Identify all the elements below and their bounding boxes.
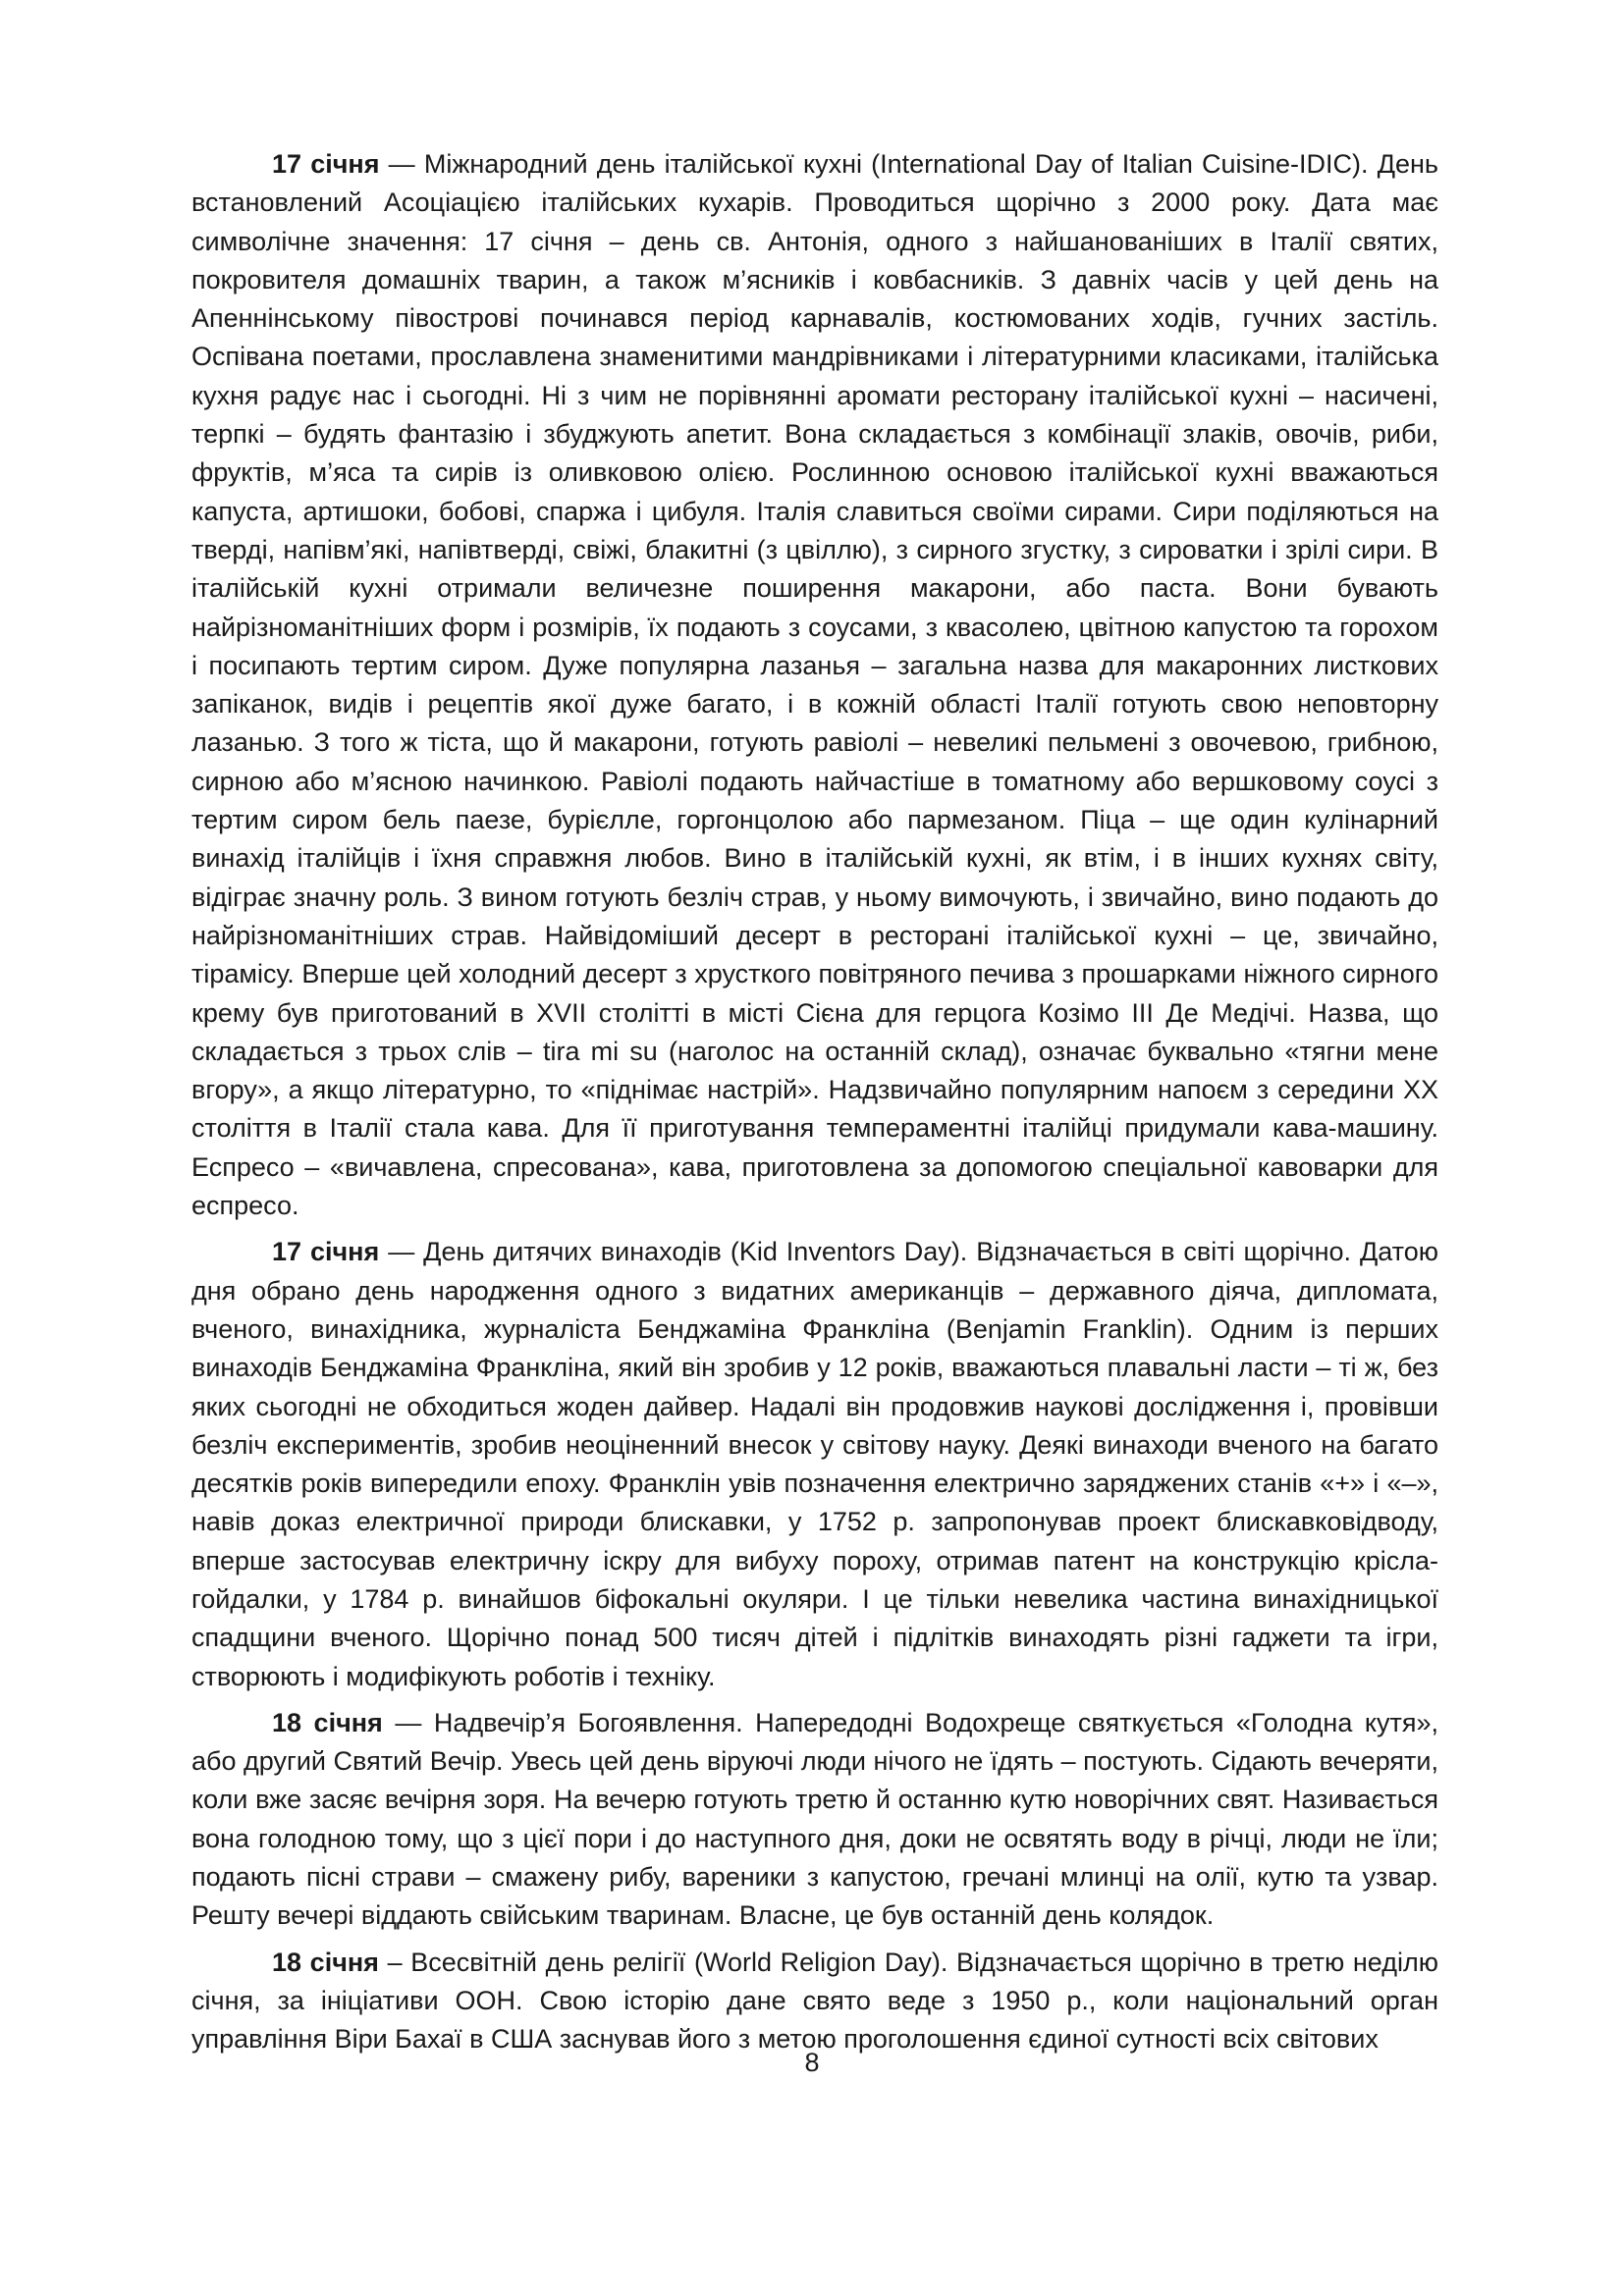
- entry-text: Всесвітній день релігії (World Religion Day). Відзначається щорічно в третю неділю січня, за ініціативи ООН. Свою історію дане свято веде з 1950 р., коли національний орган управління Віри Бахаї в США заснував його з метою проголошення єдиної сутності всіх світових: [191, 1947, 1438, 2055]
- entry-separator: —: [379, 1237, 424, 1267]
- entry-separator: —: [382, 1707, 434, 1737]
- page-number: 8: [804, 2048, 820, 2077]
- entry-text: День дитячих винаходів (Kid Inventors Day). Відзначається в світі щорічно. Датою дня обрано день народження одного з видатних американців – державного діяча, дипломата, вченого, винахідника, журналіста Бенджаміна Франкліна (Benjamin Franklin). Одним із перших винаходів Бенджаміна Франкліна, який він зробив у 12 років, вважаються плавальні ласти – ті ж, без яких сьогодні не обходиться жоден дайвер. Надалі він продовжив наукові дослідження і, провівши безліч експериментів, зробив неоціненний внесок у світову науку. Деякі винаходи вченого на багато десятків років випередили епоху. Франклін увів позначення електрично заряджених станів «+» і «–», навів доказ електричної природи блискавки, у 1752 р. запропонував проект блискавковідводу, вперше застосував електричну іскру для вибуху пороху, отримав патент на конструкцію крісла-гойдалки, у 1784 р. винайшов біфокальні окуляри. І це тільки невелика частина винахідницької спадщини вченого. Щорічно понад 500 тисяч дітей і підлітків винаходять різні гаджети та ігри, створюють і модифікують роботів і техніку.: [191, 1237, 1438, 1691]
- entry-date: 17 січня: [272, 149, 380, 179]
- entry-kid-inventors-day: [191, 1233, 1438, 1696]
- entry-date: 18 січня: [272, 1947, 379, 1977]
- entry-date: 18 січня: [272, 1707, 383, 1737]
- entry-separator: –: [378, 1947, 411, 1977]
- entry-epiphany-eve: [191, 1704, 1438, 1936]
- entry-italian-cuisine-day: [191, 145, 1438, 1225]
- entry-date: 17 січня: [272, 1237, 380, 1267]
- entry-world-religion-day: [191, 1944, 1438, 2059]
- entry-text: Надвечір’я Богоявлення. Напередодні Водохреще святкується «Голодна кутя», або другий Святий Вечір. Увесь цей день віруючі люди нічого не їдять – постують. Сідають вечеряти, коли вже засяє вечірня зоря. На вечерю готують третю й останню кутю новорічних свят. Називається вона голодною тому, що з цієї пори і до наступного дня, доки не освятять воду в річці, люди не їли; подають пісні страви – смажену рибу, вареники з капустою, гречані млинці на олії, кутю та узвар. Решту вечері віддають свійським тваринам. Власне, це був останній день колядок.: [191, 1707, 1438, 1931]
- document-page: [191, 145, 1438, 2067]
- entry-text: Міжнародний день італійської кухні (International Day of Italian Cuisine-IDIC). День встановлений Асоціацією італійських кухарів. Проводиться щорічно з 2000 року. Дата має символічне значення: 17 січня – день св. Антонія, одного з найшанованіших в Італії святих, покровителя домашніх тварин, а також м’ясників і ковбасників. З давніх часів у цей день на Апеннінському півострові починався період карнавалів, костюмованих ходів, гучних застіль. Оспівана поетами, прославлена знаменитими мандрівниками і літературними класиками, італійська кухня радує нас і сьогодні. Ні з чим не порівнянні аромати ресторану італійської кухні – насичені, терпкі – будять фантазію і збуджують апетит. Вона складається з комбінації злаків, овочів, риби, фруктів, м’яса та сирів із оливковою олією. Рослинною основою італійської кухні вважаються капуста, артишоки, бобові, спаржа і цибуля. Італія славиться своїми сирами. Сири поділяються на тверді, напівм’які, напівтверді, свіжі, блакитні (з цвіллю), з сирного згустку, з сироватки і зрілі сири. В італійській кухні отримали величезне поширення макарони, або паста. Вони бувають найрізноманітніших форм і розмірів, їх подають з соусами, з квасолею, цвітною капустою та горохом і посипають тертим сиром. Дуже популярна лазанья – загальна назва для макаронних листкових запіканок, видів і рецептів якої дуже багато, і в кожній області Італії готують свою неповторну лазанью. З того ж тіста, що й макарони, готують равіолі – невеликі пельмені з овочевою, грибною, сирною або м’ясною начинкою. Равіолі подають найчастіше в томатному або вершковому соусі з тертим сиром бель паезе, бурієлле, горгонцолою або пармезаном. Піца – ще один кулінарний винахід італійців і їхня справжня любов. Вино в італійській кухні, як втім, і в інших кухнях світу, відіграє значну роль. З вином готують безліч страв, у ньому вимочують, і звичайно, вино подають до найрізноманітніших страв. Найвідоміший десерт в ресторані італійської кухні – це, звичайно, тірамісу. Вперше цей холодний десерт з хрусткого повітряного печива з прошарками ніжного сирного крему був приготований в XVII столітті в місті Сієна для герцога Козімо III Де Медічі. Назва, що складається з трьох слів – tira mi su (наголос на останній склад), означає буквально «тягни мене вгору», а якщо літературно, то «піднімає настрій». Надзвичайно популярним напоєм з середини XX століття в Італії стала кава. Для її приготування темпераментні італійці придумали кава-машину. Еспресо – «вичавлена, спресована», кава, приготовлена за допомогою спеціальної кавоварки для еспресо.: [191, 149, 1438, 1221]
- entry-separator: —: [379, 149, 424, 179]
